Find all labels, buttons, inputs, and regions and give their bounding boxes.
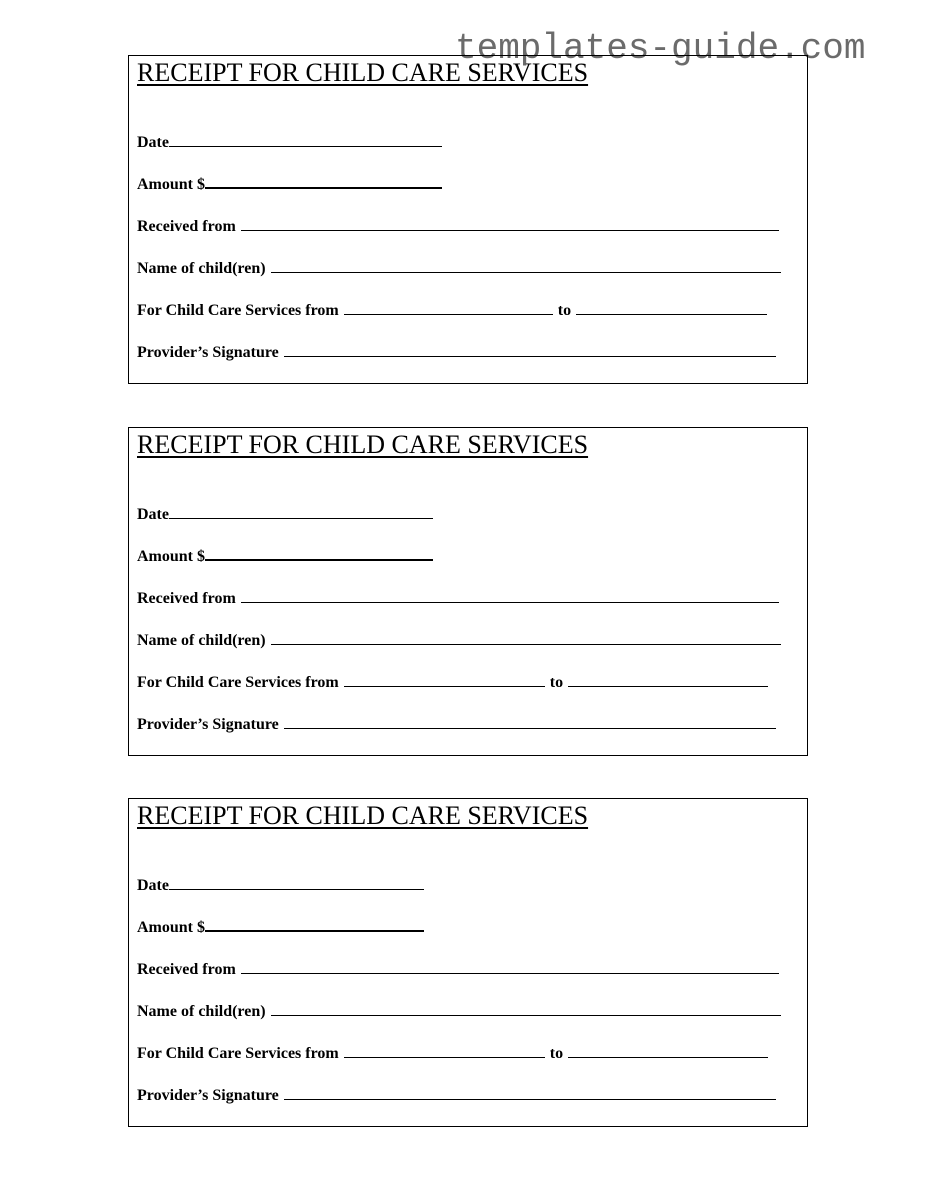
services-to-label: to — [549, 1045, 564, 1062]
received-from-field[interactable] — [241, 602, 779, 603]
amount-field[interactable] — [205, 930, 424, 932]
services-from-label: For Child Care Services from — [137, 674, 339, 691]
received-from-label: Received from — [137, 961, 236, 978]
receipt-form-3 — [128, 798, 808, 1127]
signature-row — [137, 1081, 799, 1105]
date-field[interactable] — [169, 146, 442, 147]
date-row — [137, 871, 799, 895]
amount-row — [137, 542, 799, 566]
date-row — [137, 500, 799, 524]
signature-field[interactable] — [284, 1099, 776, 1100]
amount-label: Amount $ — [137, 548, 206, 565]
date-label: Date — [137, 877, 169, 894]
services-to-field[interactable] — [568, 686, 768, 687]
watermark-text: templates-guide.com — [455, 28, 866, 69]
services-to-label: to — [557, 302, 572, 319]
signature-row — [137, 710, 799, 734]
children-row — [137, 254, 799, 278]
signature-row — [137, 338, 799, 362]
receipt-title: RECEIPT FOR CHILD CARE SERVICES — [137, 58, 589, 87]
received-from-label: Received from — [137, 590, 236, 607]
service-period-row — [137, 668, 799, 692]
amount-row — [137, 913, 799, 937]
service-period-row — [137, 1039, 799, 1063]
amount-label: Amount $ — [137, 919, 206, 936]
date-label: Date — [137, 134, 169, 151]
children-row — [137, 626, 799, 650]
children-field[interactable] — [271, 1015, 781, 1016]
amount-row — [137, 170, 799, 194]
date-field[interactable] — [169, 518, 433, 519]
services-from-label: For Child Care Services from — [137, 1045, 339, 1062]
received-from-field[interactable] — [241, 973, 779, 974]
services-to-label: to — [549, 674, 564, 691]
signature-label: Provider’s Signature — [137, 344, 279, 361]
amount-field[interactable] — [205, 187, 442, 189]
receipt-form-1 — [128, 55, 808, 384]
children-label: Name of child(ren) — [137, 260, 266, 277]
amount-label: Amount $ — [137, 176, 206, 193]
services-to-field[interactable] — [568, 1057, 768, 1058]
receipt-title: RECEIPT FOR CHILD CARE SERVICES — [137, 801, 589, 830]
signature-label: Provider’s Signature — [137, 1087, 279, 1104]
receipt-form-2 — [128, 427, 808, 756]
services-from-field[interactable] — [344, 314, 553, 315]
received-from-row — [137, 955, 799, 979]
receipt-title: RECEIPT FOR CHILD CARE SERVICES — [137, 430, 589, 459]
children-label: Name of child(ren) — [137, 1003, 266, 1020]
received-from-row — [137, 212, 799, 236]
services-from-field[interactable] — [344, 1057, 545, 1058]
children-field[interactable] — [271, 272, 781, 273]
children-row — [137, 997, 799, 1021]
received-from-field[interactable] — [241, 230, 779, 231]
signature-label: Provider’s Signature — [137, 716, 279, 733]
received-from-label: Received from — [137, 218, 236, 235]
services-to-field[interactable] — [576, 314, 767, 315]
service-period-row — [137, 296, 799, 320]
date-field[interactable] — [169, 889, 424, 890]
date-label: Date — [137, 506, 169, 523]
signature-field[interactable] — [284, 356, 776, 357]
children-field[interactable] — [271, 644, 781, 645]
services-from-label: For Child Care Services from — [137, 302, 339, 319]
signature-field[interactable] — [284, 728, 776, 729]
children-label: Name of child(ren) — [137, 632, 266, 649]
received-from-row — [137, 584, 799, 608]
amount-field[interactable] — [205, 559, 433, 561]
services-from-field[interactable] — [344, 686, 545, 687]
date-row — [137, 128, 799, 152]
